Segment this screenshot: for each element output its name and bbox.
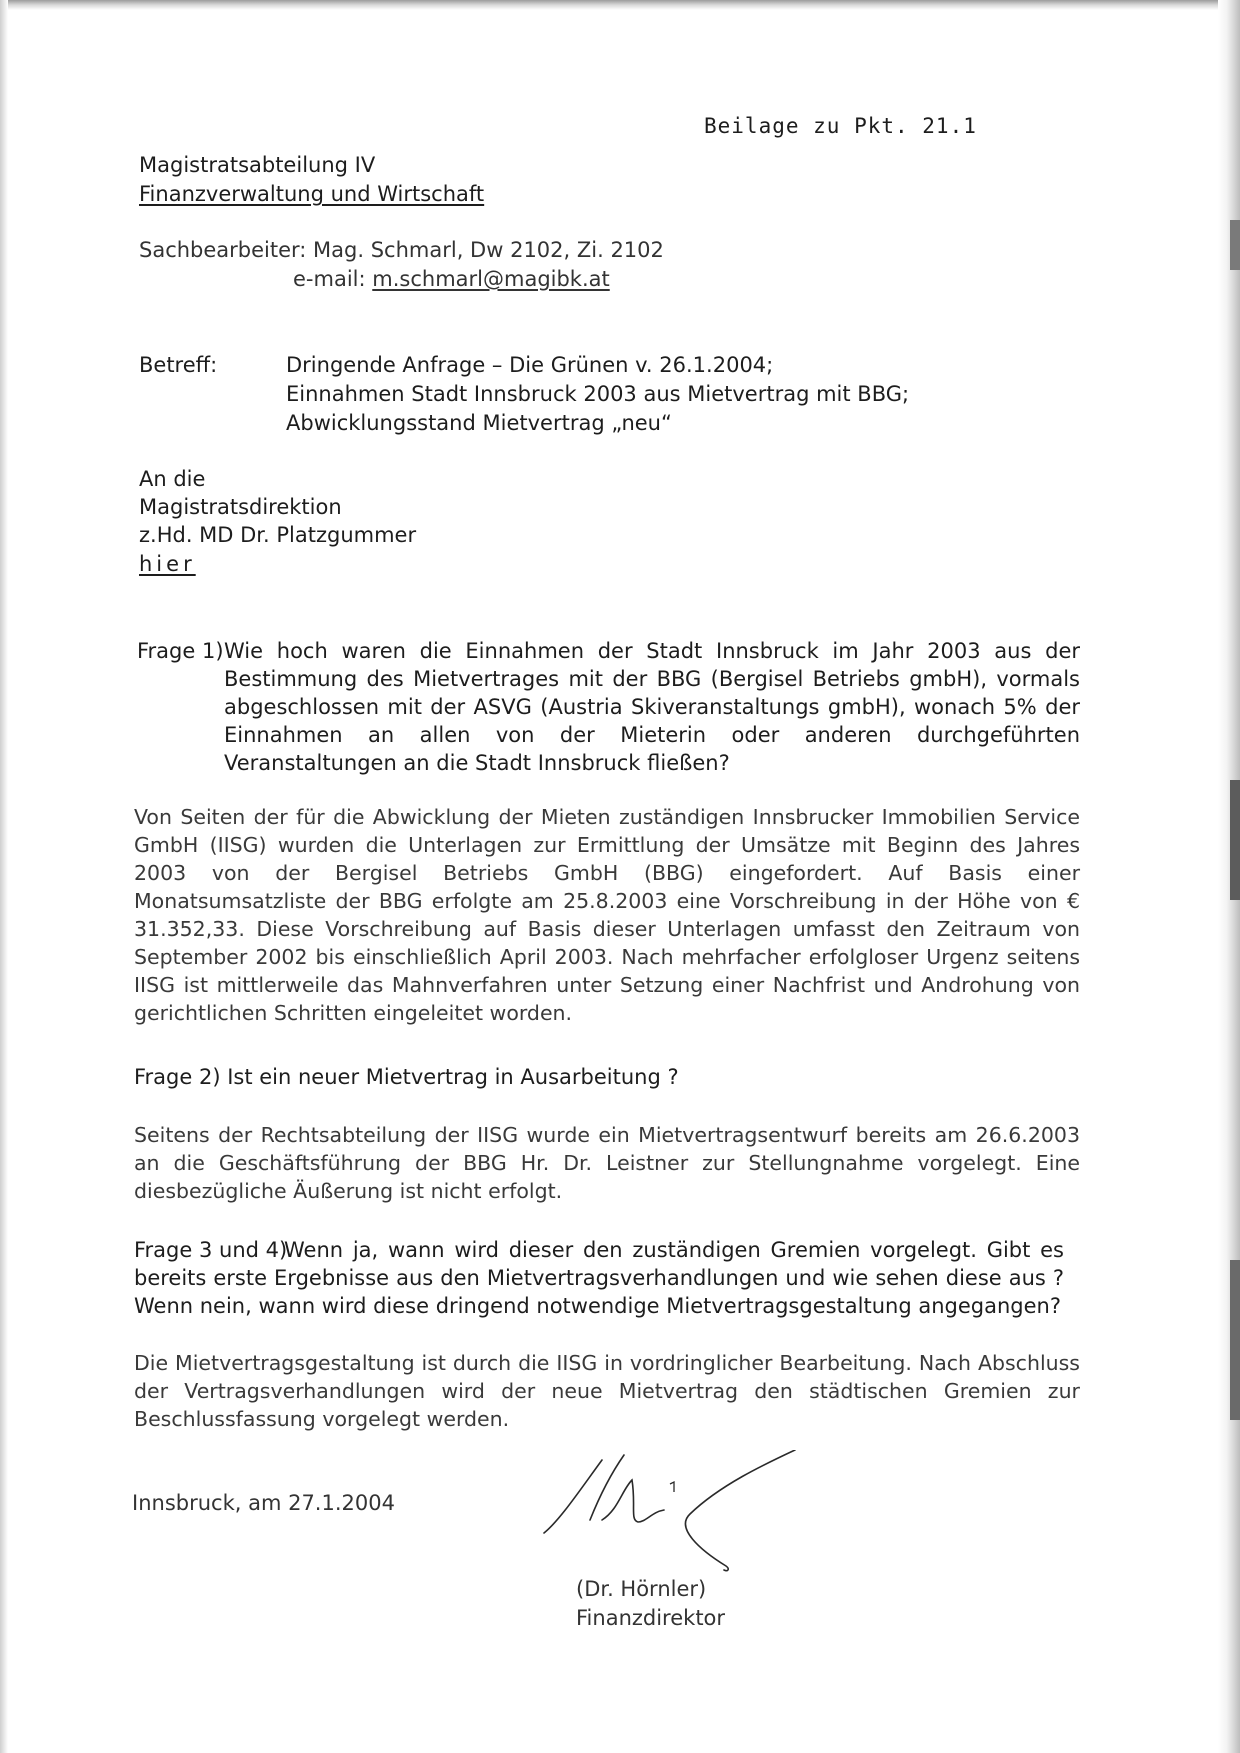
email-link[interactable]: m.schmarl@magibk.at (372, 267, 610, 291)
scan-edge-mark (1230, 1260, 1240, 1420)
recipient-line: hier (139, 552, 196, 576)
question-2-text: Frage 2) Ist ein neuer Mietvertrag in Ausarbeitung ? (134, 1065, 679, 1089)
subject-line: Abwicklungsstand Mietvertrag „neu“ (286, 411, 672, 435)
question-3-body: Wenn ja, wann wird dieser den zuständigen Gremien vorgelegt. Gibt es bereits erste Ergebnisse aus den Mietvertragsverhandlungen und wie sehen diese aus ? Wenn nein, wann wird diese dringend notwendige Mietvertragsgestaltung angegangen? (134, 1238, 1064, 1318)
question-1-label: Frage 1) (137, 639, 224, 663)
question-1-text: Wie hoch waren die Einnahmen der Stadt Innsbruck im Jahr 2003 aus der Bestimmung des Mietvertrages mit der BBG (Bergisel Betriebs gmbH), vormals abgeschlossen mit der ASVG (Austria Skiveranstaltungs gmbH), wonach 5% der Einnahmen an allen von der Mieterin oder anderen durchgeführten Veranstaltungen an die Stadt Innsbruck fließen? (224, 639, 1080, 775)
signer-name: (Dr. Hörnler) (576, 1577, 707, 1601)
place-date: Innsbruck, am 27.1.2004 (132, 1491, 395, 1515)
signer-title: Finanzdirektor (576, 1606, 726, 1630)
answer-2-text: Seitens der Rechtsabteilung der IISG wurde ein Mietvertragsentwurf bereits am 26.6.2003 an die Geschäftsführung der BBG Hr. Dr. Leistner zur Stellungnahme vorgelegt. Eine diesbezügliche Äußerung ist nicht erfolgt. (134, 1123, 1080, 1203)
question-3-text (54, 1236, 1064, 1320)
scan-edge-top (0, 0, 1240, 10)
subject-line: Dringende Anfrage – Die Grünen v. 26.1.2004; (286, 353, 774, 377)
header-reference: Beilage zu Pkt. 21.1 (704, 114, 977, 138)
answer-1-text: Von Seiten der für die Abwicklung der Mieten zuständigen Innsbrucker Immobilien Service GmbH (IISG) wurden die Unterlagen zur Ermittlung der Umsätze mit Beginn des Jahres 2003 von der Bergisel Betriebs GmbH (BBG) eingefordert. Auf Basis einer Monatsumsatzliste der BBG erfolgte am 25.8.2003 eine Vorschreibung in der Höhe von € 31.352,33. Diese Vorschreibung auf Basis dieser Unterlagen umfasst den Zeitraum von September 2002 bis einschließlich April 2003. Nach mehrfacher erfolgloser Urgenz seitens IISG ist mittlerweile das Mahnverfahren unter Setzung einer Nachfrist und Androhung von gerichtlichen Schritten eingeleitet worden. (134, 805, 1080, 1025)
subject-label: Betreff: (139, 353, 218, 377)
signature-image (540, 1450, 800, 1580)
recipient-line: z.Hd. MD Dr. Platzgummer (139, 523, 417, 547)
answer-3-text: Die Mietvertragsgestaltung ist durch die IISG in vordringlicher Bearbeitung. Nach Abschluss der Vertragsverhandlungen wird der neue Mietvertrag den städtischen Gremien zur Beschlussfassung vorgelegt werden. (134, 1351, 1080, 1431)
scan-edge-mark (1230, 780, 1240, 900)
scan-edge-mark (1230, 220, 1240, 270)
email-line (293, 265, 610, 293)
recipient-line: An die (139, 467, 206, 491)
scan-edge-left (0, 0, 8, 1753)
division-name: Finanzverwaltung und Wirtschaft (139, 182, 485, 206)
question-3-label: Frage 3 und 4) (134, 1238, 288, 1262)
subject-line: Einnahmen Stadt Innsbruck 2003 aus Mietvertrag mit BBG; (286, 382, 910, 406)
recipient-line: Magistratsdirektion (139, 495, 342, 519)
department-name: Magistratsabteilung IV (139, 153, 376, 177)
clerk-info: Sachbearbeiter: Mag. Schmarl, Dw 2102, Zi. 2102 (139, 238, 664, 262)
email-label: e-mail: (293, 267, 366, 291)
